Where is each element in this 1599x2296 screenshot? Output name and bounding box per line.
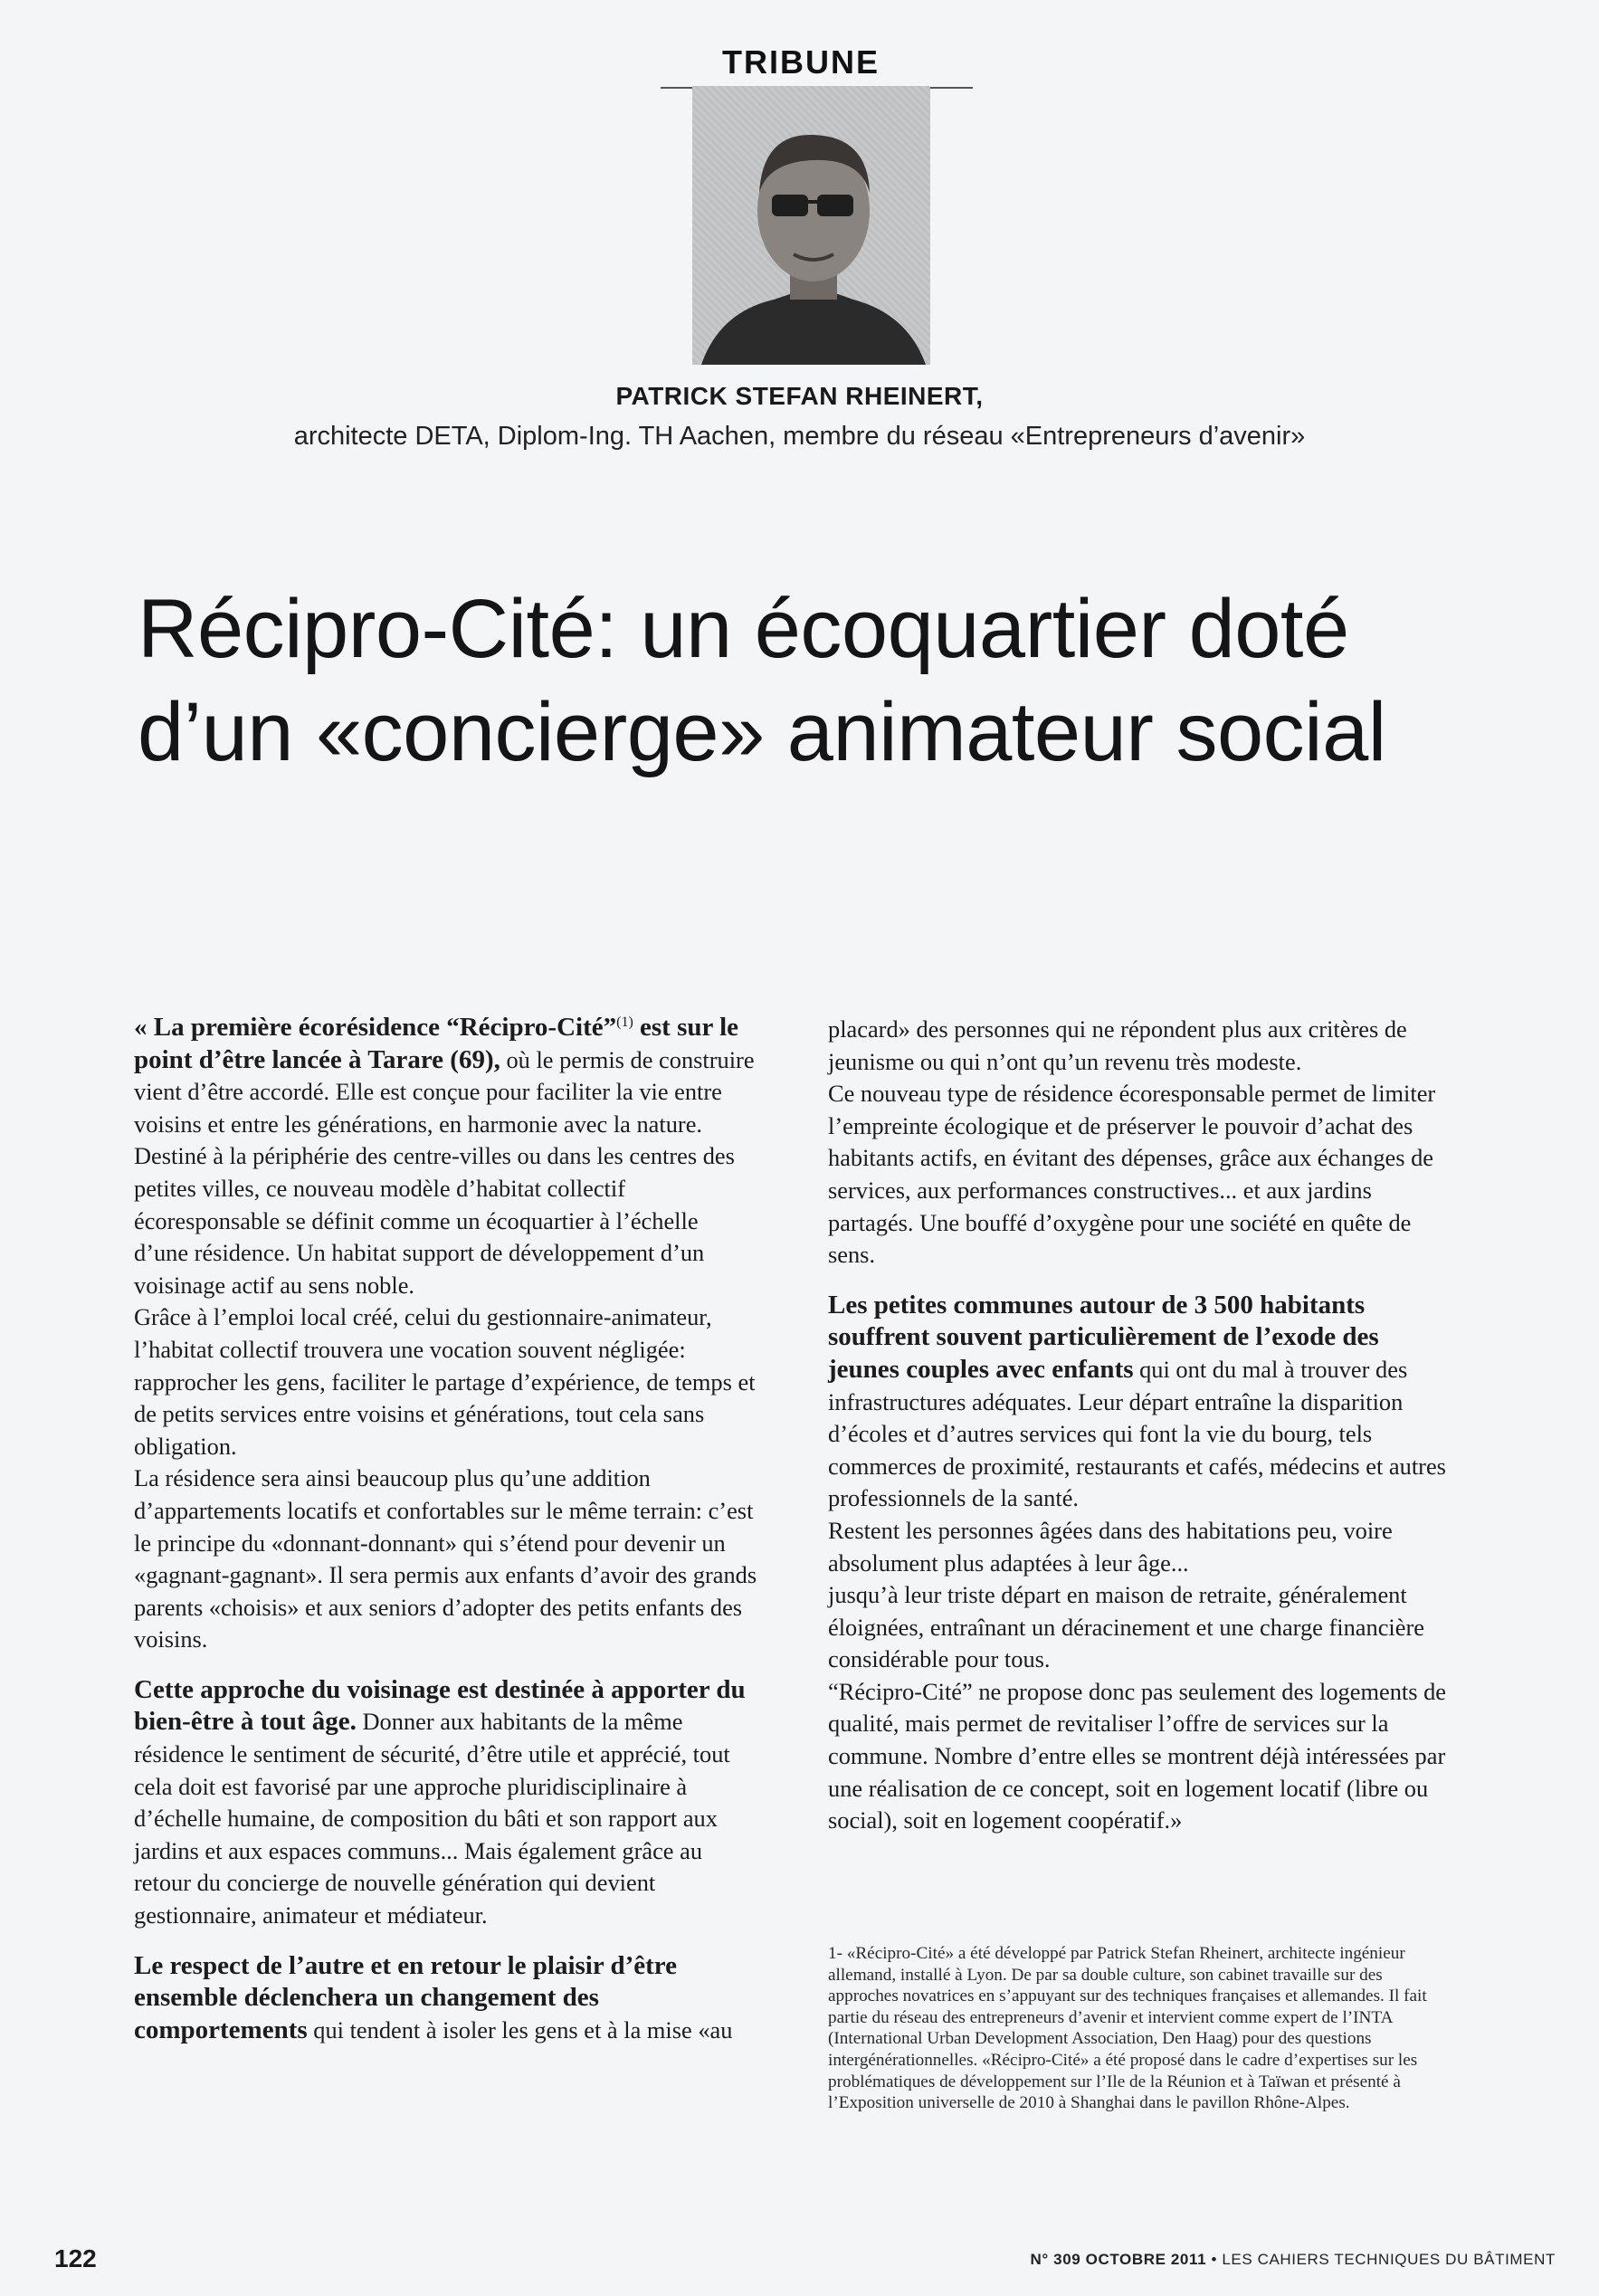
right-paragraph-5: jusqu’à leur triste départ en maison de retraite, généralement éloignées, entraînant un déracinement et une charge financière considérable pour tous.	[828, 1581, 1424, 1673]
page-number: 122	[54, 2244, 97, 2272]
right-paragraph-1: placard» des personnes qui ne répondent plus aux critères de jeunisme ou qui n’ont qu’un revenu très modeste.	[828, 1015, 1407, 1075]
left-column	[134, 1012, 758, 2046]
right-paragraph-6: “Récipro-Cité” ne propose donc pas seulement des logements de qualité, mais permet de revitaliser l’offre de services sur la commune. Nombre d’entre elles se montrent déjà intéressées par une réalisation de ce concept, soit en logement locatif (libre ou social), soit en logement coopératif.»	[828, 1677, 1447, 1834]
lead-in: Les petites communes autour de 3 500 habitants souffrent souvent particulièrement de l’exode des jeunes couples avec enfants	[828, 1290, 1379, 1384]
left-paragraph-3: Grâce à l’emploi local créé, celui du gestionnaire-animateur, l’habitat collectif trouvera une vocation souvent négligée: rapprocher les gens, faciliter le partage d’expérience, de temps et de petits services entre voisins et générations, tout cela sans obligation.	[134, 1303, 756, 1460]
paragraph-text: où le permis de construire vient d’être accordé. Elle est conçue pour faciliter la vie entre voisins et entre les générations, en harmonie avec la nature.	[134, 1045, 755, 1138]
right-paragraph-3	[828, 1290, 1452, 1515]
author-name: PATRICK STEFAN RHEINERT,	[615, 382, 984, 410]
article-headline	[138, 577, 1513, 784]
footnote	[828, 1943, 1452, 2114]
author-portrait	[692, 86, 930, 365]
lead-in: « La première écorésidence “Récipro-Cité”	[134, 1013, 617, 1042]
paragraph-text: Donner aux habitants de la même résidence le sentiment de sécurité, d’être utile et apprécié, tout cela doit est favorisé par une approche pluridisciplinaire à d’échelle humaine, de composition du bâti et son rapport aux jardins et aux espaces communs... Mais également grâce au retour du concierge de nouvelle génération qui devient gestionnaire, animateur et médiateur.	[134, 1708, 730, 1929]
paragraph-text: qui ont du mal à trouver des infrastructures adéquates. Leur départ entraîne la disparition d’écoles et d’autres services qui font la vie du bourg, tels commerces de proximité, restaurants et cafés, médecins et autres professionnels de la santé.	[828, 1355, 1446, 1512]
issue-info: N° 309 OCTOBRE 2011	[1030, 2251, 1207, 2268]
publication-name: LES CAHIERS TECHNIQUES DU BÂTIMENT	[1222, 2251, 1556, 2268]
left-paragraph-4: La résidence sera ainsi beaucoup plus qu’une addition d’appartements locatifs et confortables sur le même terrain: c’est le principe du «donnant-donnant» qui s’étend pour devenir un «gagnant-gagnant». Il sera permis aux enfants d’avoir des grands parents «choisis» et aux seniors d’adopter des petits enfants des voisins.	[134, 1464, 757, 1653]
left-paragraph-6	[134, 1950, 758, 2047]
footnote-text: 1- «Récipro-Cité» a été développé par Patrick Stefan Rheinert, architecte ingénieur allemand, installé à Lyon. De par sa double culture, son cabinet travaille sur des approches novatrices en s’appuyant sur des techniques françaises et allemandes. Il fait partie du réseau des entrepreneurs d’avenir et intervient comme expert de l’INTA (International Urban Development Association, Den Haag) pour des questions intergénérationnelles. «Récipro-Cité» a été proposé dans le cadre d’expertises sur les problématiques de développement sur l’Ile de la Réunion et à Taïwan et présenté à l’Exposition universelle de 2010 à Shanghai dans le pavillon Rhône-Alpes.	[828, 1944, 1427, 2113]
left-paragraph-5	[134, 1674, 758, 1932]
headline-line-1: Récipro-Cité: un écoquartier doté	[138, 583, 1349, 675]
footnote-reference: (1)	[616, 1015, 633, 1031]
section-label: TRIBUNE	[722, 43, 880, 81]
lead-in: Le respect de l’autre et en retour le plaisir d’être ensemble déclenchera un changement des comportements	[134, 1950, 677, 2044]
author-role: architecte DETA, Diplom-Ing. TH Aachen, membre du réseau «Entrepreneurs d’avenir»	[293, 422, 1306, 451]
left-paragraph-1	[134, 1012, 758, 1140]
left-paragraph-2: Destiné à la périphérie des centre-villes ou dans les centres des petites villes, ce nouveau modèle d’habitat collectif écoresponsable se définit comme un écoquartier à l’échelle d’une résidence. Un habitat support de développement d’un voisinage actif au sens noble.	[134, 1142, 735, 1299]
lead-in: Cette approche du voisinage est destinée à apporter du bien-être à tout âge.	[134, 1674, 746, 1737]
footer-line	[1031, 2251, 1556, 2269]
right-paragraph-2: Ce nouveau type de résidence écoresponsable permet de limiter l’empreinte écologique et de préserver le pouvoir d’achat des habitants actifs, en évitant des dépenses, grâce aux échanges de services, aux performances constructives... et aux jardins partagés. Une bouffé d’oxygène pour une société en quête de sens.	[828, 1080, 1436, 1269]
right-paragraph-4: Restent les personnes âgées dans des habitations peu, voire absolument plus adaptées à leur âge...	[828, 1516, 1393, 1577]
paragraph-text: qui tendent à isoler les gens et à la mise «au	[307, 2015, 733, 2044]
right-column	[828, 1014, 1452, 1837]
lead-in: est sur le point d’être lancée à Tarare (69),	[134, 1013, 739, 1074]
headline-line-2: d’un «concierge» animateur social	[138, 686, 1386, 778]
footer-separator: •	[1206, 2251, 1223, 2268]
portrait-photo-icon	[692, 86, 930, 365]
